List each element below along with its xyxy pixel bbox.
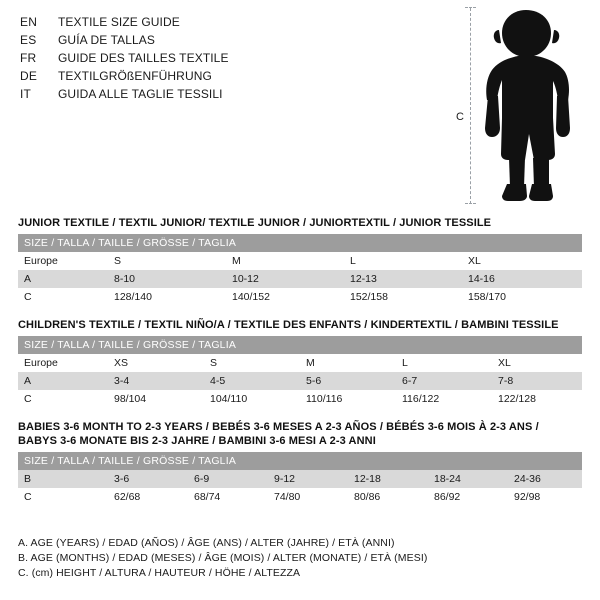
cell: B <box>18 470 108 488</box>
legend-item-c: C. (cm) HEIGHT / ALTURA / HAUTEUR / HÖHE / ALTEZZA <box>18 567 301 579</box>
cell: 12-18 <box>348 470 428 488</box>
cell: 10-12 <box>226 270 344 288</box>
language-row <box>20 68 440 84</box>
section-children <box>18 318 582 408</box>
section-title <box>18 216 582 230</box>
table-row <box>18 354 582 372</box>
cell: 122/128 <box>492 390 582 408</box>
cell: 152/158 <box>344 288 462 306</box>
cell: 6-7 <box>396 372 492 390</box>
table-header-label: SIZE / TALLA / TAILLE / GRÖSSE / TAGLIA <box>18 336 582 354</box>
section-title-line1: JUNIOR TEXTILE / TEXTIL JUNIOR/ TEXTILE JUNIOR / JUNIORTEXTIL / JUNIOR TESSILE <box>18 217 492 229</box>
cell: 3-6 <box>108 470 188 488</box>
table-row <box>18 390 582 408</box>
table-header-row <box>18 234 582 252</box>
cell: C <box>18 488 108 506</box>
language-title: GUIDA ALLE TAGLIE TESSILI <box>58 87 223 101</box>
language-title: TEXTILE SIZE GUIDE <box>58 15 180 29</box>
cell: M <box>226 252 344 270</box>
language-title: GUÍA DE TALLAS <box>58 33 155 47</box>
child-silhouette-icon <box>464 6 584 206</box>
language-row <box>20 14 440 30</box>
language-row <box>20 86 440 102</box>
cell: 116/122 <box>396 390 492 408</box>
language-code: DE <box>20 69 38 83</box>
cell: A <box>18 270 108 288</box>
language-row <box>20 50 440 66</box>
cell: Europe <box>18 354 108 372</box>
table-header-row <box>18 452 582 470</box>
cell: XL <box>492 354 582 372</box>
table-row <box>18 288 582 306</box>
cell: 140/152 <box>226 288 344 306</box>
cell: M <box>300 354 396 372</box>
cell: 5-6 <box>300 372 396 390</box>
height-measure-label: C <box>456 111 464 123</box>
section-title-line1: BABIES 3-6 MONTH TO 2-3 YEARS / BEBÉS 3-6 MESES A 2-3 AÑOS / BÉBÉS 3-6 MOIS À 2-3 ANS / <box>18 421 539 433</box>
section-babies <box>18 420 582 506</box>
table-row <box>18 372 582 390</box>
language-code: FR <box>20 51 37 65</box>
section-title <box>18 420 582 448</box>
language-code: IT <box>20 87 32 101</box>
language-title: TEXTILGRÖßENFÜHRUNG <box>58 69 212 83</box>
cell: 104/110 <box>204 390 300 408</box>
table-row <box>18 488 582 506</box>
cell: XS <box>108 354 204 372</box>
babies-size-table <box>18 452 582 506</box>
legend <box>18 536 582 581</box>
cell: 3-4 <box>108 372 204 390</box>
cell: 6-9 <box>188 470 268 488</box>
cell: A <box>18 372 108 390</box>
children-size-table <box>18 336 582 408</box>
section-junior <box>18 216 582 306</box>
table-row <box>18 470 582 488</box>
cell: C <box>18 288 108 306</box>
cell: 86/92 <box>428 488 508 506</box>
cell: 128/140 <box>108 288 226 306</box>
table-header-row <box>18 336 582 354</box>
language-title: GUIDE DES TAILLES TEXTILE <box>58 51 229 65</box>
cell: XL <box>462 252 582 270</box>
language-code: ES <box>20 33 37 47</box>
section-title-line1: CHILDREN'S TEXTILE / TEXTIL NIÑO/A / TEXTILE DES ENFANTS / KINDERTEXTIL / BAMBINI TESSILE <box>18 319 559 331</box>
cell: 18-24 <box>428 470 508 488</box>
table-header-label: SIZE / TALLA / TAILLE / GRÖSSE / TAGLIA <box>18 234 582 252</box>
cell: Europe <box>18 252 108 270</box>
section-title-line2: BABYS 3-6 MONATE BIS 2-3 JAHRE / BAMBINI 3-6 MESI A 2-3 ANNI <box>18 435 376 447</box>
cell: 14-16 <box>462 270 582 288</box>
legend-item-b: B. AGE (MONTHS) / EDAD (MESES) / ÂGE (MOIS) / ALTER (MONATE) / ETÀ (MESI) <box>18 552 428 564</box>
cell: 68/74 <box>188 488 268 506</box>
cell: 7-8 <box>492 372 582 390</box>
table-header-label: SIZE / TALLA / TAILLE / GRÖSSE / TAGLIA <box>18 452 582 470</box>
cell: 62/68 <box>108 488 188 506</box>
legend-item-a: A. AGE (YEARS) / EDAD (AÑOS) / ÂGE (ANS) / ALTER (JAHRE) / ETÀ (ANNI) <box>18 537 395 549</box>
cell: 98/104 <box>108 390 204 408</box>
language-code: EN <box>20 15 38 29</box>
language-header <box>20 14 440 104</box>
cell: 4-5 <box>204 372 300 390</box>
cell: S <box>204 354 300 372</box>
table-row <box>18 270 582 288</box>
cell: 12-13 <box>344 270 462 288</box>
cell: L <box>344 252 462 270</box>
cell: 92/98 <box>508 488 582 506</box>
cell: S <box>108 252 226 270</box>
section-title <box>18 318 582 332</box>
cell: 8-10 <box>108 270 226 288</box>
cell: 24-36 <box>508 470 582 488</box>
cell: C <box>18 390 108 408</box>
cell: 9-12 <box>268 470 348 488</box>
figure-area <box>452 6 592 206</box>
cell: 110/116 <box>300 390 396 408</box>
cell: L <box>396 354 492 372</box>
language-row <box>20 32 440 48</box>
table-row <box>18 252 582 270</box>
cell: 158/170 <box>462 288 582 306</box>
junior-size-table <box>18 234 582 306</box>
cell: 80/86 <box>348 488 428 506</box>
cell: 74/80 <box>268 488 348 506</box>
